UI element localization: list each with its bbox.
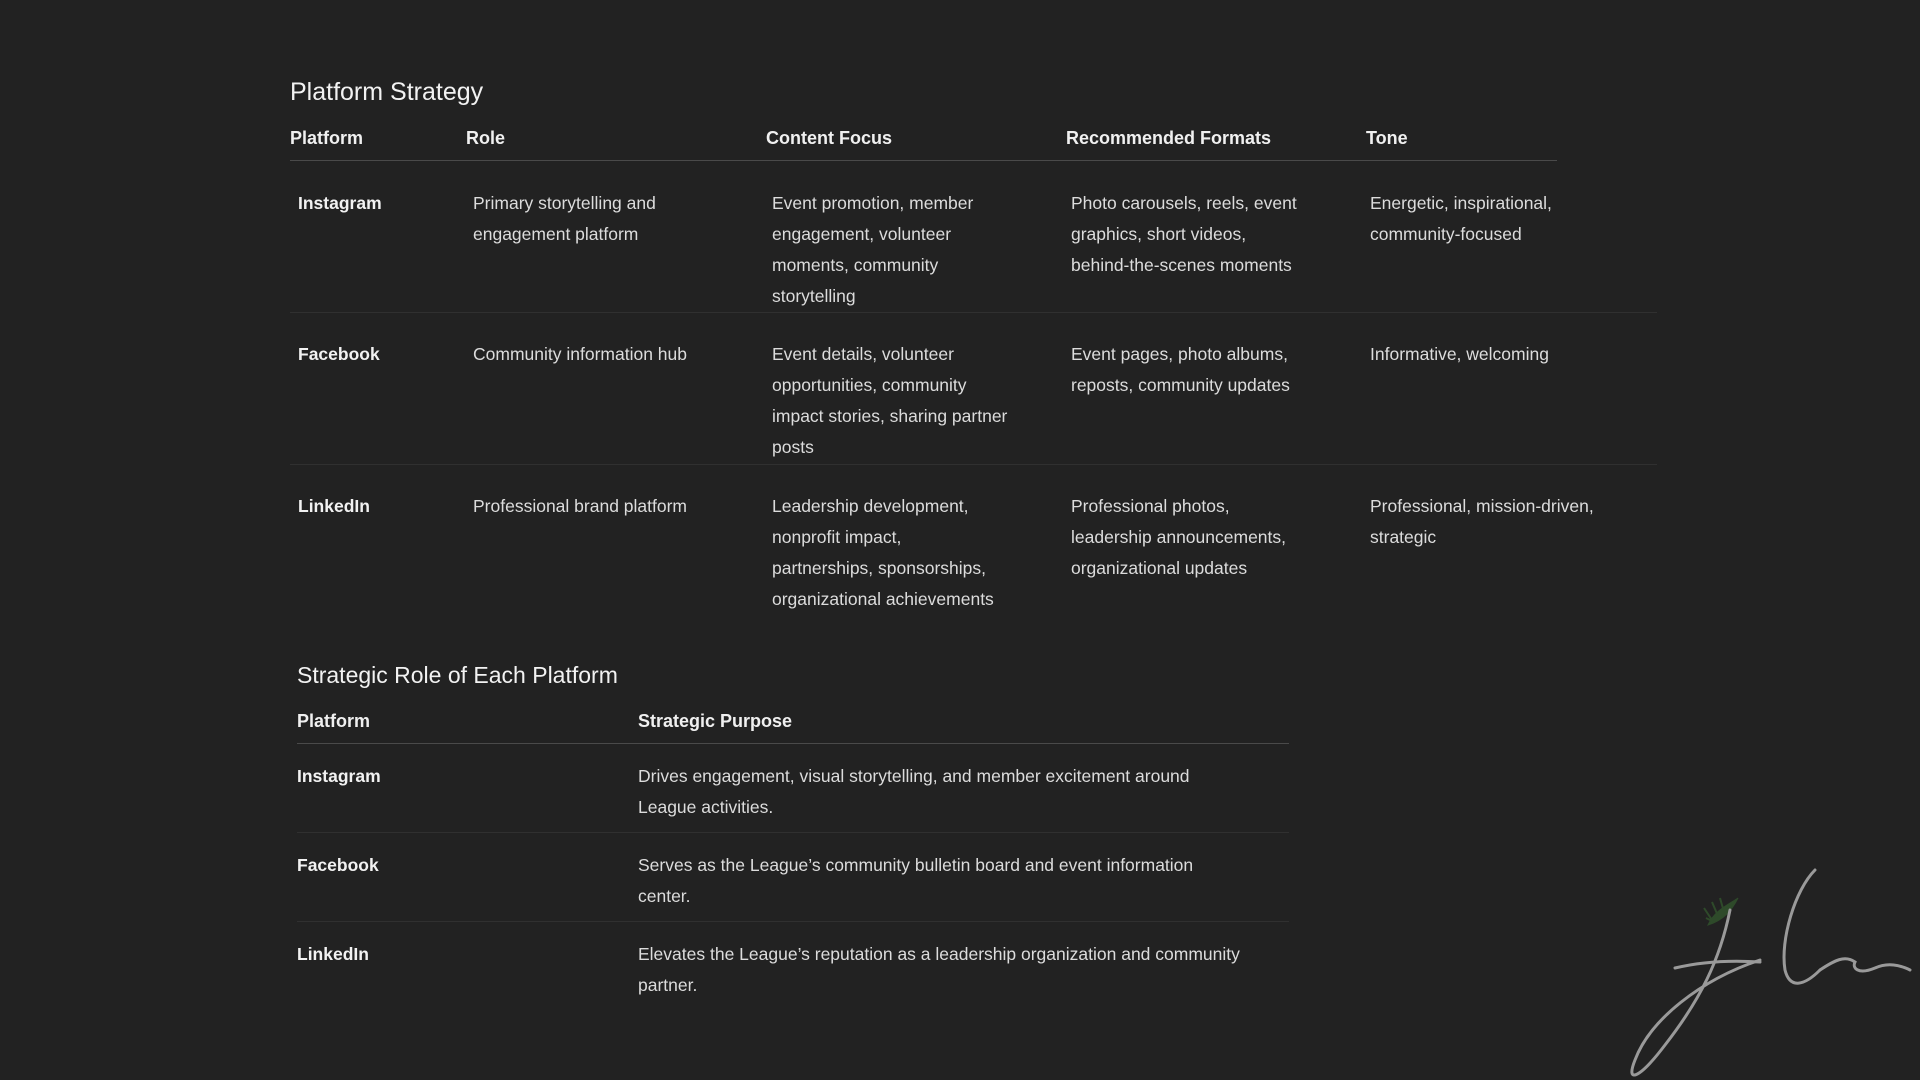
row-platform: LinkedIn [298, 496, 370, 516]
row-strategic-purpose: Elevates the League’s reputation as a leadership organization and community partner. [638, 944, 1240, 995]
platform-strategy-table [290, 162, 1657, 615]
table-row [290, 313, 1657, 465]
row-tone: Energetic, inspirational, community-focused [1370, 193, 1552, 244]
row-role: Professional brand platform [473, 496, 687, 516]
row-role: Community information hub [473, 344, 687, 364]
strategic-role-table [297, 744, 1289, 1010]
table-row [290, 465, 1657, 615]
row-recommended-formats: Photo carousels, reels, event graphics, short videos, behind-the-scenes moments [1071, 193, 1297, 275]
column-header-content-focus: Content Focus [766, 128, 892, 148]
row-content-focus: Leadership development, nonprofit impact, partnerships, sponsorships, organizational achievements [772, 496, 994, 609]
table-row [297, 744, 1289, 833]
row-recommended-formats: Professional photos, leadership announcements, organizational updates [1071, 496, 1287, 578]
row-platform: LinkedIn [297, 944, 369, 964]
strategic-role-header [297, 711, 1289, 744]
table-row [290, 162, 1657, 313]
column-header-platform: Platform [290, 128, 364, 148]
row-role: Primary storytelling and engagement platform [473, 193, 656, 244]
column-header-role: Role [466, 128, 506, 148]
column-header-recommended-formats: Recommended Formats [1066, 128, 1272, 148]
row-platform: Instagram [298, 193, 382, 213]
row-recommended-formats: Event pages, photo albums, reposts, community updates [1071, 344, 1290, 395]
row-tone: Informative, welcoming [1370, 344, 1549, 364]
strategic-role-title: Strategic Role of Each Platform [297, 662, 618, 688]
platform-strategy-title: Platform Strategy [290, 78, 484, 106]
row-platform: Facebook [297, 855, 379, 875]
row-strategic-purpose: Serves as the League’s community bulletin board and event information center. [638, 855, 1194, 906]
column-header-strategic-purpose: Strategic Purpose [638, 711, 793, 731]
row-strategic-purpose: Drives engagement, visual storytelling, and member excitement around League activities. [638, 766, 1190, 817]
row-content-focus: Event promotion, member engagement, volunteer moments, community storytelling [772, 193, 974, 306]
column-header-tone: Tone [1366, 128, 1408, 148]
platform-strategy-header [290, 128, 1557, 161]
row-platform: Instagram [297, 766, 381, 786]
column-header-platform: Platform [297, 711, 371, 731]
row-tone: Professional, mission-driven, strategic [1370, 496, 1594, 547]
table-row [297, 922, 1289, 1010]
signature-logo [1620, 850, 1920, 1080]
row-content-focus: Event details, volunteer opportunities, community impact stories, sharing partner posts [772, 344, 1008, 457]
table-row [297, 833, 1289, 922]
row-platform: Facebook [298, 344, 380, 364]
leaf-icon [1704, 898, 1738, 925]
